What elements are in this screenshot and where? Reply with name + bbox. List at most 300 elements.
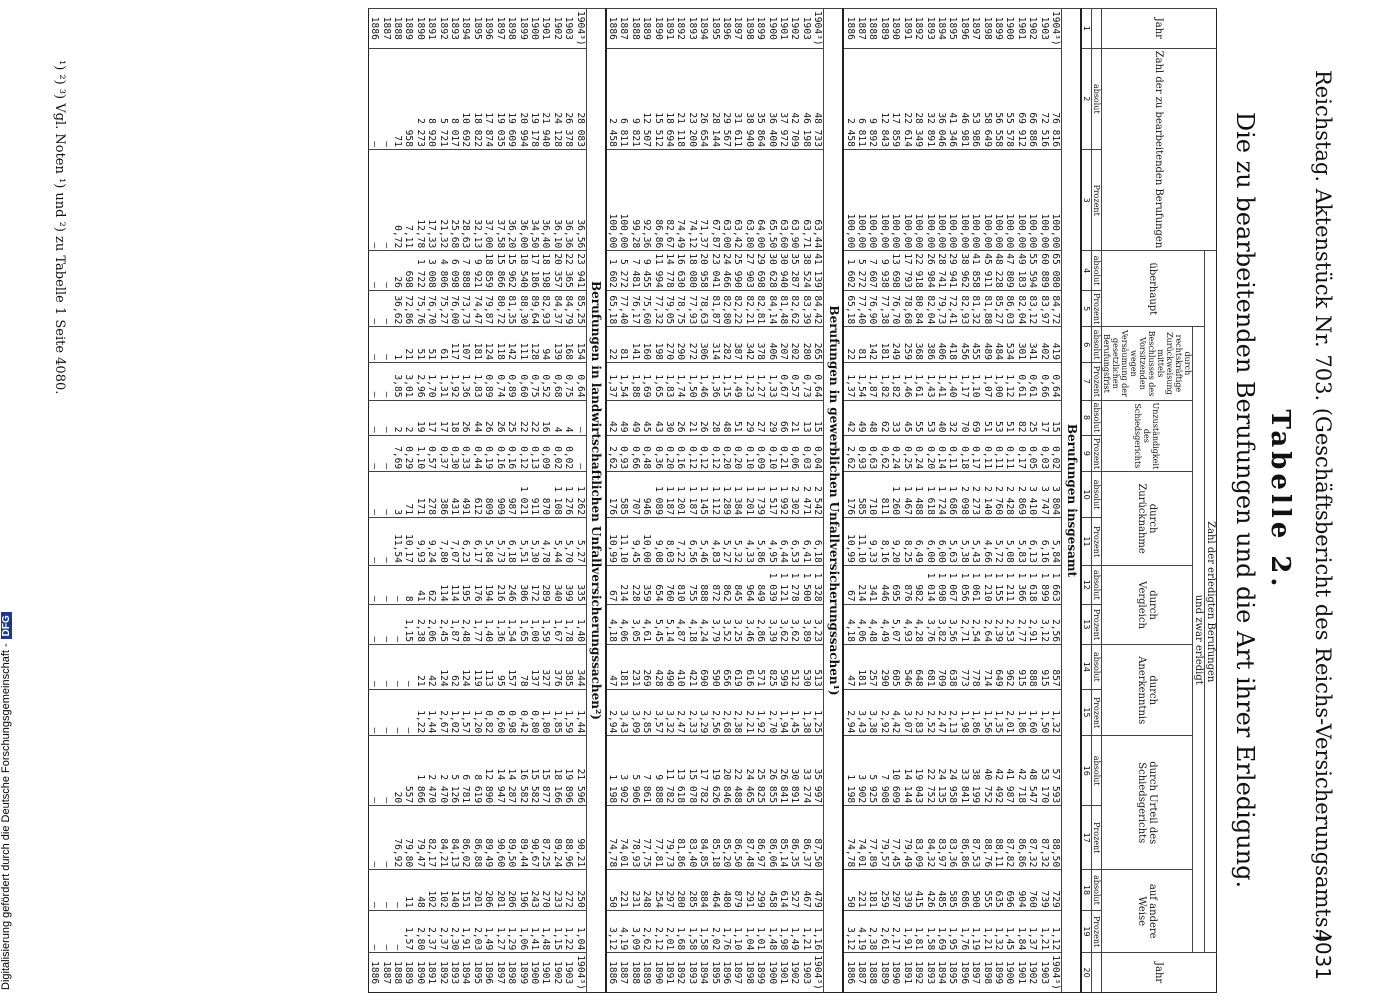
value-cell: 1,40 bbox=[947, 363, 958, 400]
value-cell: 22 bbox=[529, 400, 540, 435]
value-cell: 82,17 bbox=[426, 806, 437, 870]
value-cell: 22 bbox=[606, 327, 618, 363]
value-cell: 270 bbox=[664, 327, 675, 363]
value-cell: 44 bbox=[472, 400, 483, 435]
value-cell: 201 bbox=[494, 870, 505, 911]
value-cell: 2 471 bbox=[800, 472, 811, 518]
value-cell: 1 618 bbox=[924, 472, 935, 518]
value-cell: 6,44 bbox=[778, 518, 789, 566]
value-cell: 415 bbox=[913, 870, 924, 911]
value-cell: — bbox=[368, 327, 380, 363]
value-cell: 26 378 bbox=[563, 48, 574, 149]
year-cell: 1895 bbox=[472, 9, 483, 49]
value-cell: 1,33 bbox=[766, 363, 777, 400]
col-head-prozent: Prozent bbox=[1092, 689, 1102, 736]
year-cell: 1889 bbox=[403, 9, 414, 49]
value-cell: 87,50 bbox=[812, 806, 824, 870]
value-cell: 0,18 bbox=[958, 435, 969, 472]
value-cell: 86,97 bbox=[755, 806, 766, 870]
value-cell: 2 bbox=[403, 400, 414, 435]
value-cell: — bbox=[368, 290, 380, 326]
value-cell: 63,42 bbox=[732, 149, 743, 250]
year-cell: 1904³) bbox=[574, 9, 586, 49]
value-cell: 755 bbox=[686, 565, 697, 604]
value-cell: 30 940 bbox=[778, 251, 789, 291]
col-head-absolut: absolut bbox=[1092, 251, 1102, 291]
table-row bbox=[529, 9, 540, 993]
table-row bbox=[403, 9, 414, 993]
value-cell: 0,11 bbox=[993, 435, 1004, 472]
value-cell: 5 906 bbox=[629, 736, 640, 806]
value-cell: 201 bbox=[472, 870, 483, 911]
value-cell: 1,91 bbox=[901, 910, 912, 952]
year-cell: 1895 bbox=[472, 953, 483, 993]
value-cell: 809 bbox=[483, 472, 494, 518]
value-cell: 888 bbox=[698, 565, 709, 604]
value-cell: 41 858 bbox=[970, 251, 981, 291]
value-cell: 81,86 bbox=[675, 806, 686, 870]
value-cell: 1 121 bbox=[778, 565, 789, 604]
value-cell: 100,00 bbox=[970, 149, 981, 250]
value-cell: 81,35 bbox=[506, 290, 517, 326]
value-cell: 28,63 bbox=[460, 149, 471, 250]
value-cell: 47 809 bbox=[1004, 251, 1015, 291]
value-cell: 82,67 bbox=[664, 149, 675, 250]
value-cell: 36,36 bbox=[563, 149, 574, 250]
table-row bbox=[732, 9, 743, 993]
value-cell: 78,68 bbox=[901, 290, 912, 326]
value-cell: 17 186 bbox=[529, 251, 540, 291]
year-cell: 1893 bbox=[924, 953, 935, 993]
value-cell: 84,37 bbox=[551, 290, 562, 326]
value-cell: 85,27 bbox=[993, 290, 1004, 326]
value-cell: 1,36 bbox=[460, 363, 471, 400]
value-cell: 0,93 bbox=[856, 435, 867, 472]
col-head-jahr: Jahr bbox=[1102, 9, 1217, 49]
col-head-anerkenntnis: durch Anerkenntnis bbox=[1102, 645, 1193, 736]
value-cell: 1 067 bbox=[947, 565, 958, 604]
value-cell: 16 582 bbox=[517, 736, 528, 806]
value-cell: 0,16 bbox=[506, 435, 517, 472]
value-cell: 1 061 bbox=[970, 565, 981, 604]
value-cell: — bbox=[392, 604, 403, 644]
value-cell: 1,98 bbox=[778, 910, 789, 952]
value-cell: 5 272 bbox=[856, 251, 867, 291]
year-cell: 1886 bbox=[843, 953, 855, 993]
year-cell: 1898 bbox=[743, 9, 754, 49]
value-cell: 406 bbox=[936, 327, 947, 363]
value-cell: 4,49 bbox=[879, 604, 890, 644]
value-cell: 21 940 bbox=[540, 48, 551, 149]
value-cell: 82 bbox=[1015, 400, 1026, 435]
value-cell: 0,66 bbox=[629, 435, 640, 472]
value-cell: 0,06 bbox=[789, 435, 800, 472]
value-cell: 24 128 bbox=[551, 48, 562, 149]
value-cell: 619 bbox=[732, 645, 743, 690]
value-cell: 385 bbox=[563, 645, 574, 690]
value-cell: 2 140 bbox=[981, 472, 992, 518]
col-head-zahl: Zahl der zu bearbeitenden Berufungen bbox=[1102, 48, 1217, 251]
value-cell: 5,73 bbox=[494, 518, 505, 566]
value-cell: 41 bbox=[414, 565, 425, 604]
year-cell: 1899 bbox=[993, 953, 1004, 993]
value-cell: 1 866 bbox=[414, 736, 425, 806]
value-cell: 1,20 bbox=[472, 689, 483, 736]
value-cell: 100,00 bbox=[958, 149, 969, 250]
value-cell: 0,63 bbox=[867, 435, 878, 472]
value-cell: 8,03 bbox=[664, 518, 675, 566]
value-cell: 857 bbox=[1050, 645, 1062, 690]
value-cell: 0,11 bbox=[1004, 435, 1015, 472]
section-header bbox=[1062, 9, 1082, 993]
value-cell: 4,18 bbox=[686, 604, 697, 644]
value-cell: 3,76 bbox=[924, 604, 935, 644]
value-cell: 26 855 bbox=[766, 736, 777, 806]
year-cell: 1899 bbox=[993, 9, 1004, 49]
column-number: 4 bbox=[1081, 251, 1092, 291]
value-cell: 3,09 bbox=[629, 910, 640, 952]
value-cell: 0,60 bbox=[494, 689, 505, 736]
table-row bbox=[1004, 9, 1015, 993]
value-cell: 32 891 bbox=[924, 48, 935, 149]
table-row bbox=[641, 9, 652, 993]
value-cell: 83,09 bbox=[913, 806, 924, 870]
value-cell: 26 bbox=[392, 251, 403, 291]
value-cell: 1,19 bbox=[970, 910, 981, 952]
value-cell: 0,42 bbox=[517, 689, 528, 736]
value-cell: 15 bbox=[1050, 400, 1062, 435]
value-cell: 76,00 bbox=[449, 290, 460, 326]
value-cell: 0,61 bbox=[1015, 363, 1026, 400]
value-cell: 18 166 bbox=[551, 736, 562, 806]
value-cell: 707 bbox=[629, 472, 640, 518]
value-cell: 0,04 bbox=[812, 435, 824, 472]
table-row bbox=[766, 9, 777, 993]
year-cell: 1899 bbox=[755, 9, 766, 49]
value-cell: 958 bbox=[403, 48, 414, 149]
col-head-prozent: Prozent bbox=[1092, 363, 1102, 400]
column-number: 7 bbox=[1081, 363, 1092, 400]
value-cell: 181 bbox=[879, 327, 890, 363]
value-cell: 6,00 bbox=[924, 518, 935, 566]
year-cell: 1902 bbox=[1027, 9, 1038, 49]
value-cell: 862 bbox=[721, 565, 732, 604]
value-cell: 34,50 bbox=[529, 149, 540, 250]
table-row bbox=[993, 9, 1004, 993]
value-cell: 11 782 bbox=[664, 736, 675, 806]
value-cell: 76,92 bbox=[392, 806, 403, 870]
value-cell: 24 465 bbox=[743, 736, 754, 806]
value-cell: 30 628 bbox=[766, 251, 777, 291]
value-cell: 2,33 bbox=[686, 689, 697, 736]
value-cell: 88,76 bbox=[981, 806, 992, 870]
value-cell: — bbox=[368, 149, 380, 250]
value-cell: 1 899 bbox=[1038, 565, 1049, 604]
value-cell: 77,45 bbox=[890, 806, 901, 870]
value-cell: 102 bbox=[426, 870, 437, 911]
value-cell: 4,78 bbox=[540, 518, 551, 566]
column-numbers-row bbox=[1081, 9, 1092, 993]
value-cell: 17,33 bbox=[426, 149, 437, 250]
value-cell: — bbox=[392, 645, 403, 690]
value-cell: 26 bbox=[483, 400, 494, 435]
year-cell: 1890 bbox=[414, 953, 425, 993]
value-cell: 1 021 bbox=[517, 472, 528, 518]
year-cell: 1898 bbox=[981, 953, 992, 993]
value-cell: 1,15 bbox=[551, 910, 562, 952]
value-cell: — bbox=[368, 689, 380, 736]
value-cell: 1,21 bbox=[981, 910, 992, 952]
value-cell: 4,66 bbox=[981, 518, 992, 566]
value-cell: 2,37 bbox=[437, 910, 448, 952]
table-row bbox=[540, 9, 551, 993]
value-cell: 67 bbox=[843, 565, 855, 604]
value-cell: 534 bbox=[1004, 327, 1015, 363]
value-cell: 87,25 bbox=[540, 806, 551, 870]
value-cell: 0,20 bbox=[664, 435, 675, 472]
value-cell: 86,86 bbox=[652, 149, 663, 250]
value-cell: 849 bbox=[755, 565, 766, 604]
value-cell: 1 bbox=[392, 327, 403, 363]
table-row bbox=[867, 9, 878, 993]
value-cell: 7 888 bbox=[460, 251, 471, 291]
value-cell: 555 bbox=[981, 870, 992, 911]
value-cell: 32 bbox=[947, 400, 958, 435]
value-cell: 9,33 bbox=[867, 518, 878, 566]
value-cell: — bbox=[380, 645, 391, 690]
value-cell: 141 bbox=[629, 327, 640, 363]
year-cell: 1900 bbox=[766, 9, 777, 49]
value-cell: 1 155 bbox=[993, 565, 1004, 604]
value-cell: 1,65 bbox=[652, 363, 663, 400]
value-cell: 1 187 bbox=[664, 472, 675, 518]
value-cell: 1,10 bbox=[732, 910, 743, 952]
value-cell: 84,14 bbox=[766, 290, 777, 326]
value-cell: 1,16 bbox=[812, 910, 824, 952]
value-cell: 1,15 bbox=[721, 363, 732, 400]
value-cell: 1 366 bbox=[1015, 565, 1026, 604]
year-cell: 1900 bbox=[529, 9, 540, 49]
value-cell: 418 bbox=[947, 327, 958, 363]
value-cell: 3,57 bbox=[652, 689, 663, 736]
year-cell: 1903 bbox=[1038, 9, 1049, 49]
value-cell: 654 bbox=[652, 565, 663, 604]
year-cell: 1894 bbox=[460, 9, 471, 49]
year-cell: 1899 bbox=[517, 953, 528, 993]
value-cell: 530 bbox=[800, 645, 811, 690]
value-cell: 9,08 bbox=[652, 518, 663, 566]
year-cell: 1886 bbox=[368, 9, 380, 49]
value-cell: 2 458 bbox=[606, 48, 618, 149]
year-cell: 1902 bbox=[551, 9, 562, 49]
value-cell: 26 bbox=[460, 400, 471, 435]
value-cell: 1 262 bbox=[574, 472, 586, 518]
value-cell: 2,94 bbox=[606, 689, 618, 736]
value-cell: 0,25 bbox=[901, 435, 912, 472]
value-cell: 55 578 bbox=[1004, 48, 1015, 149]
value-cell: 1,87 bbox=[449, 604, 460, 644]
value-cell: 206 bbox=[506, 870, 517, 911]
value-cell: 12 507 bbox=[641, 48, 652, 149]
value-cell: 1,58 bbox=[698, 910, 709, 952]
column-number: 20 bbox=[1081, 953, 1092, 993]
value-cell: 289 bbox=[540, 565, 551, 604]
value-cell: 3,46 bbox=[743, 604, 754, 644]
value-cell: 341 bbox=[867, 565, 878, 604]
value-cell: 1,27 bbox=[494, 910, 505, 952]
value-cell: 142 bbox=[867, 327, 878, 363]
value-cell: 81 bbox=[856, 327, 867, 363]
value-cell: 1 278 bbox=[789, 565, 800, 604]
table-row bbox=[506, 9, 517, 993]
value-cell: 82,93 bbox=[958, 290, 969, 326]
value-cell: 3 804 bbox=[1050, 472, 1062, 518]
table-row bbox=[901, 9, 912, 993]
value-cell: 100,00 bbox=[1004, 149, 1015, 250]
value-cell: 73,73 bbox=[460, 290, 471, 326]
table-row bbox=[924, 9, 935, 993]
value-cell: 117 bbox=[449, 327, 460, 363]
value-cell: 13 698 bbox=[890, 251, 901, 291]
year-cell: 1891 bbox=[426, 953, 437, 993]
value-cell: — bbox=[368, 870, 380, 911]
value-cell: 41 987 bbox=[1004, 736, 1015, 806]
value-cell: 1,22 bbox=[563, 910, 574, 952]
value-cell: 84,72 bbox=[1050, 290, 1062, 326]
value-cell: 431 bbox=[449, 472, 460, 518]
value-cell: 1,76 bbox=[721, 910, 732, 952]
value-cell: 28 741 bbox=[936, 251, 947, 291]
value-cell: 1 145 bbox=[698, 472, 709, 518]
value-cell: 9 892 bbox=[867, 48, 878, 149]
value-cell: 489 bbox=[981, 327, 992, 363]
value-cell: 82,22 bbox=[732, 290, 743, 326]
value-cell: 254 bbox=[652, 870, 663, 911]
value-cell: 113 bbox=[483, 645, 494, 690]
value-cell: 1,00 bbox=[529, 604, 540, 644]
value-cell: 1,44 bbox=[426, 689, 437, 736]
value-cell: 100,00 bbox=[867, 149, 878, 250]
value-cell: 29 567 bbox=[721, 48, 732, 149]
value-cell: 0,24 bbox=[913, 435, 924, 472]
col-head-absolut: absolut bbox=[1092, 472, 1102, 518]
year-cell: 1888 bbox=[392, 9, 403, 49]
value-cell: 79,57 bbox=[879, 806, 890, 870]
value-cell: 74,12 bbox=[686, 149, 697, 250]
value-cell: 9 821 bbox=[629, 48, 640, 149]
value-cell: 66 bbox=[778, 400, 789, 435]
value-cell: 18 822 bbox=[472, 48, 483, 149]
value-cell: 86,88 bbox=[472, 806, 483, 870]
value-cell: 0,57 bbox=[789, 363, 800, 400]
value-cell: 84,21 bbox=[437, 806, 448, 870]
table-row bbox=[629, 9, 640, 993]
value-cell: 111 bbox=[517, 327, 528, 363]
value-cell: 63,71 bbox=[800, 149, 811, 250]
value-cell: 42 bbox=[843, 400, 855, 435]
value-cell: 1,54 bbox=[506, 604, 517, 644]
value-cell: 1,04 bbox=[743, 910, 754, 952]
value-cell: 81,32 bbox=[970, 290, 981, 326]
value-cell: 94 bbox=[540, 327, 551, 363]
value-cell: 7 607 bbox=[867, 251, 878, 291]
value-cell: 4,87 bbox=[675, 604, 686, 644]
value-cell: 1,21 bbox=[800, 910, 811, 952]
value-cell: 82,62 bbox=[789, 290, 800, 326]
value-cell: 25 bbox=[1027, 400, 1038, 435]
value-cell: 17 793 bbox=[901, 251, 912, 291]
value-cell: 648 bbox=[913, 645, 924, 690]
value-cell: 2,38 bbox=[414, 604, 425, 644]
value-cell: 5,38 bbox=[958, 518, 969, 566]
year-cell: 1886 bbox=[606, 953, 618, 993]
value-cell: 14 144 bbox=[901, 736, 912, 806]
table-row bbox=[437, 9, 448, 993]
value-cell: 62 bbox=[449, 645, 460, 690]
value-cell: 1 384 bbox=[732, 472, 743, 518]
value-cell: 55 594 bbox=[1027, 251, 1038, 291]
year-cell: 1894 bbox=[698, 9, 709, 49]
value-cell: 7,11 bbox=[403, 149, 414, 250]
table-row bbox=[1027, 9, 1038, 993]
year-cell: 1902 bbox=[789, 953, 800, 993]
value-cell: 5,86 bbox=[755, 518, 766, 566]
value-cell: 6 098 bbox=[449, 251, 460, 291]
value-cell: 5,83 bbox=[1015, 518, 1026, 566]
table-row bbox=[721, 9, 732, 993]
year-cell: 1902 bbox=[1027, 953, 1038, 993]
value-cell: 760 bbox=[1027, 870, 1038, 911]
value-cell: 77,81 bbox=[652, 806, 663, 870]
value-cell: 2,83 bbox=[913, 689, 924, 736]
value-cell: 181 bbox=[867, 870, 878, 911]
value-cell: 278 bbox=[426, 472, 437, 518]
header-title: Reichstag. Aktenstück Nr. 703. (Geschäftsbericht des Reichs-Versicherungsamts.) bbox=[1311, 70, 1335, 943]
value-cell: 2 098 bbox=[958, 472, 969, 518]
value-cell: 3,12 bbox=[843, 910, 855, 952]
value-cell: 5,32 bbox=[732, 518, 743, 566]
value-cell: 86,86 bbox=[1015, 806, 1026, 870]
value-cell: 5,51 bbox=[517, 518, 528, 566]
col-head-und-zwar: und zwar erledigt bbox=[1193, 327, 1205, 953]
value-cell: 83,40 bbox=[686, 806, 697, 870]
value-cell: 100,00 bbox=[924, 149, 935, 250]
year-cell: 1896 bbox=[721, 953, 732, 993]
value-cell: 5,43 bbox=[970, 518, 981, 566]
year-cell: 1888 bbox=[629, 953, 640, 993]
value-cell: 250 bbox=[574, 870, 586, 911]
value-cell: 0,68 bbox=[551, 363, 562, 400]
value-cell: 1 198 bbox=[843, 736, 855, 806]
value-cell: 100,00 bbox=[901, 149, 912, 250]
value-cell: 301 bbox=[1015, 327, 1026, 363]
value-cell: 84,32 bbox=[924, 806, 935, 870]
value-cell: 2,39 bbox=[993, 604, 1004, 644]
value-cell: 63,00 bbox=[721, 149, 732, 250]
value-cell: 20 958 bbox=[698, 251, 709, 291]
value-cell: 314 bbox=[709, 327, 720, 363]
value-cell: 124 bbox=[460, 645, 471, 690]
value-cell: 344 bbox=[574, 645, 586, 690]
value-cell: 1 467 bbox=[901, 472, 912, 518]
col-head-absolut: absolut bbox=[1092, 870, 1102, 911]
value-cell: 124 bbox=[437, 645, 448, 690]
value-cell: 21 596 bbox=[574, 736, 586, 806]
value-cell: 1,36 bbox=[709, 363, 720, 400]
value-cell: 33 841 bbox=[958, 736, 969, 806]
value-cell: — bbox=[380, 565, 391, 604]
value-cell: 1,22 bbox=[414, 689, 425, 736]
